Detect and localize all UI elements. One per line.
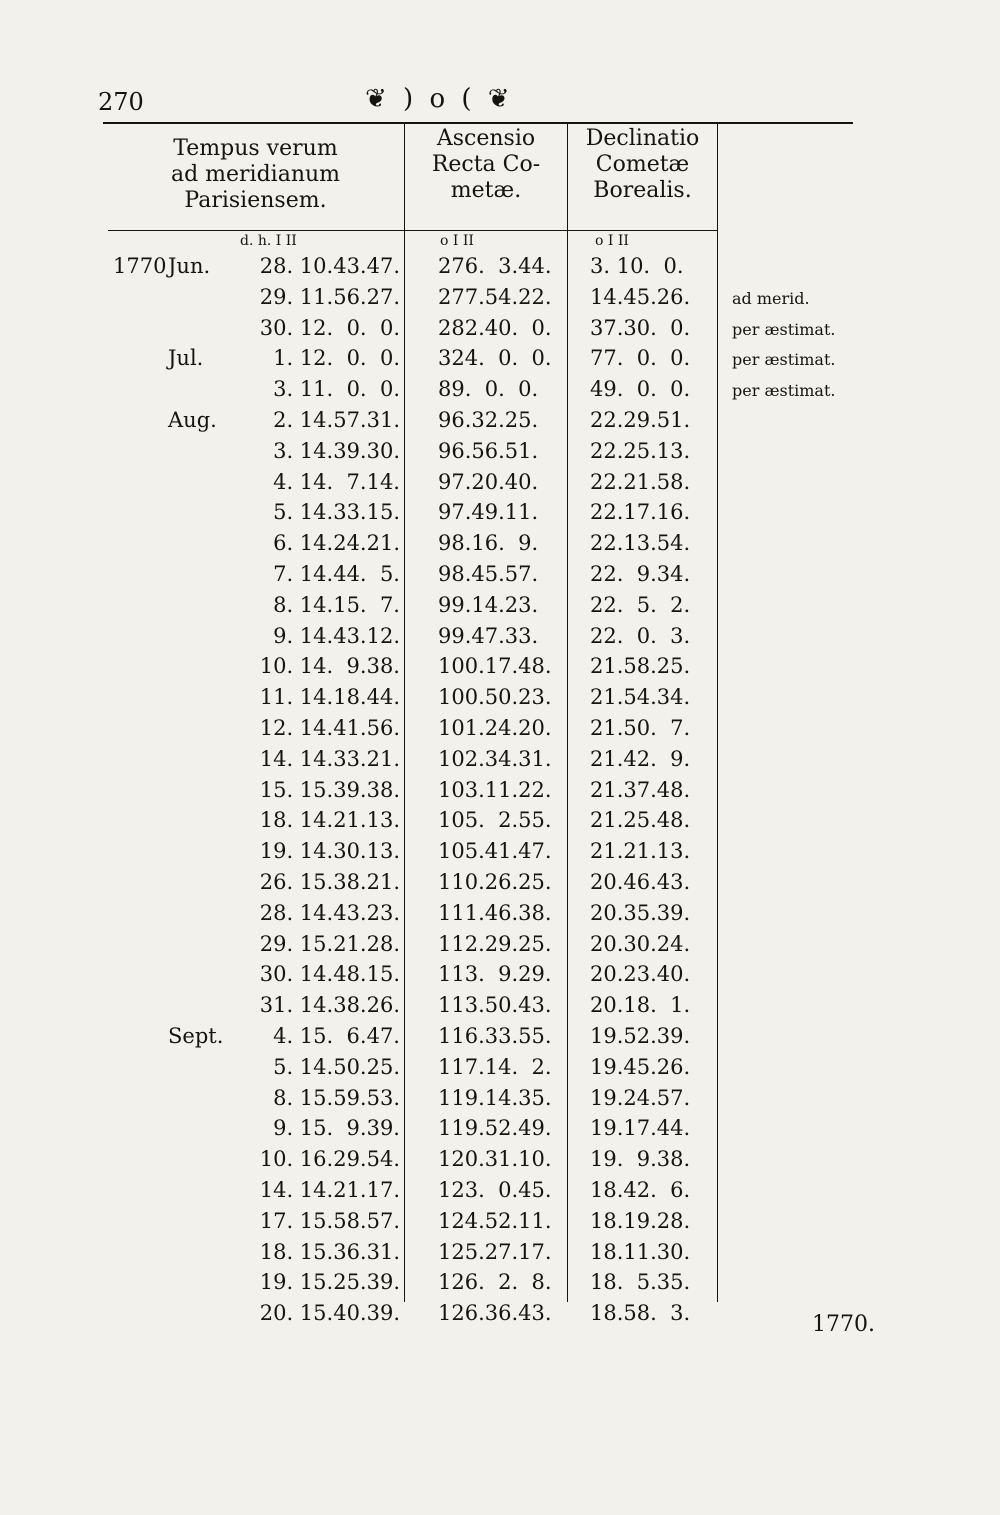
- table-row: [0, 899, 1000, 930]
- row-time: 5. 14.50.25.: [273, 1054, 400, 1079]
- table-row: [0, 375, 1000, 406]
- table-row: [0, 283, 1000, 314]
- table-row: [0, 1176, 1000, 1207]
- row-time: 19. 15.25.39.: [259, 1270, 400, 1295]
- row-declination: 49. 0. 0.: [590, 377, 691, 402]
- row-right-ascension: 282.40. 0.: [438, 315, 552, 340]
- row-right-ascension: 117.14. 2.: [438, 1054, 552, 1079]
- row-time: 7. 14.44. 5.: [273, 561, 400, 586]
- row-declination: 20.30.24.: [590, 931, 691, 956]
- row-declination: 22.29.51.: [590, 407, 691, 432]
- row-declination: 19. 9.38.: [590, 1147, 691, 1172]
- row-right-ascension: 111.46.38.: [438, 900, 552, 925]
- header-declination-line3: Borealis.: [593, 178, 692, 203]
- row-declination: 18.42. 6.: [590, 1177, 691, 1202]
- header-declination-line2: Cometæ: [595, 152, 690, 177]
- row-right-ascension: 123. 0.45.: [438, 1177, 552, 1202]
- row-time: 9. 14.43.12.: [273, 623, 400, 648]
- header-declination-line1: Declinatio: [585, 126, 700, 151]
- row-declination: 18.11.30.: [590, 1239, 691, 1264]
- row-right-ascension: 120.31.10.: [438, 1147, 552, 1172]
- header-ascension-line1: Ascensio: [436, 126, 536, 151]
- row-declination: 22.13.54.: [590, 531, 691, 556]
- row-declination: 21.37.48.: [590, 777, 691, 802]
- row-declination: 21.21.13.: [590, 839, 691, 864]
- table-row: [0, 591, 1000, 622]
- row-right-ascension: 324. 0. 0.: [438, 346, 552, 371]
- row-time: 28. 10.43.47.: [259, 254, 400, 278]
- row-right-ascension: 103.11.22.: [438, 777, 552, 802]
- row-right-ascension: 110.26.25.: [438, 869, 552, 894]
- units-time: d. h. I II: [240, 233, 297, 249]
- row-declination: 37.30. 0.: [590, 315, 691, 340]
- row-declination: 22.17.16.: [590, 500, 691, 525]
- row-right-ascension: 97.20.40.: [438, 469, 539, 494]
- table-row: [0, 776, 1000, 807]
- row-right-ascension: 99.14.23.: [438, 592, 539, 617]
- units-declination: o I II: [595, 233, 629, 249]
- row-declination: 22.21.58.: [590, 469, 691, 494]
- header-time: [108, 136, 403, 214]
- row-time: 20. 15.40.39.: [259, 1301, 400, 1326]
- row-month: Sept.: [168, 1023, 224, 1048]
- row-declination: 22. 0. 3.: [590, 623, 691, 648]
- row-declination: 21.50. 7.: [590, 715, 691, 740]
- table-row: [0, 991, 1000, 1022]
- row-right-ascension: 113. 9.29.: [438, 962, 552, 987]
- header-ascension-line2: Recta Co-: [431, 152, 541, 177]
- row-time: 4. 15. 6.47.: [273, 1023, 400, 1048]
- observation-table: [0, 252, 1000, 1330]
- header-declination: [570, 126, 715, 204]
- row-declination: 18.58. 3.: [590, 1301, 691, 1326]
- row-right-ascension: 101.24.20.: [438, 715, 552, 740]
- row-right-ascension: 105.41.47.: [438, 839, 552, 864]
- table-row: [0, 1268, 1000, 1299]
- row-right-ascension: 96.32.25.: [438, 407, 539, 432]
- row-time: 29. 11.56.27.: [259, 284, 400, 309]
- row-declination: 21.54.34.: [590, 685, 691, 710]
- row-time: 9. 15. 9.39.: [273, 1116, 400, 1141]
- row-declination: 77. 0. 0.: [590, 346, 691, 371]
- row-right-ascension: 99.47.33.: [438, 623, 539, 648]
- row-right-ascension: 89. 0. 0.: [438, 377, 539, 402]
- row-right-ascension: 113.50.43.: [438, 993, 552, 1018]
- row-time: 15. 15.39.38.: [259, 777, 400, 802]
- table-row: [0, 314, 1000, 345]
- row-time: 18. 15.36.31.: [259, 1239, 400, 1264]
- row-right-ascension: 126.36.43.: [438, 1301, 552, 1326]
- table-row: [0, 406, 1000, 437]
- row-right-ascension: 276. 3.44.: [438, 254, 552, 278]
- table-row: [0, 344, 1000, 375]
- row-right-ascension: 119.52.49.: [438, 1116, 552, 1141]
- row-month: Jun.: [168, 254, 211, 278]
- table-row: [0, 837, 1000, 868]
- header-ascension-line3: metæ.: [450, 178, 522, 203]
- header-time-line1: Tempus verum: [173, 136, 338, 161]
- row-right-ascension: 119.14.35.: [438, 1085, 552, 1110]
- table-row: [0, 868, 1000, 899]
- row-note: ad merid.: [732, 288, 810, 308]
- row-time: 26. 15.38.21.: [259, 869, 400, 894]
- row-declination: 20.18. 1.: [590, 993, 691, 1018]
- row-time: 29. 15.21.28.: [259, 931, 400, 956]
- table-row: [0, 930, 1000, 961]
- row-time: 3. 11. 0. 0.: [273, 377, 400, 402]
- row-right-ascension: 124.52.11.: [438, 1208, 552, 1233]
- row-time: 8. 14.15. 7.: [273, 592, 400, 617]
- header-ornament: ❦ ) o ( ❦: [365, 84, 514, 114]
- row-right-ascension: 112.29.25.: [438, 931, 552, 956]
- row-right-ascension: 96.56.51.: [438, 438, 539, 463]
- row-right-ascension: 100.50.23.: [438, 685, 552, 710]
- row-declination: 18.19.28.: [590, 1208, 691, 1233]
- top-rule: [103, 122, 853, 124]
- page-number: 270: [98, 88, 144, 116]
- table-row: [0, 1053, 1000, 1084]
- row-time: 12. 14.41.56.: [259, 715, 400, 740]
- table-row: [0, 960, 1000, 991]
- row-time: 4. 14. 7.14.: [273, 469, 400, 494]
- row-time: 10. 16.29.54.: [259, 1147, 400, 1172]
- header-time-line3: Parisiensem.: [184, 188, 327, 213]
- row-declination: 19.45.26.: [590, 1054, 691, 1079]
- table-row: [0, 437, 1000, 468]
- table-row: [0, 652, 1000, 683]
- row-note: per æstimat.: [732, 350, 836, 370]
- row-time: 28. 14.43.23.: [259, 900, 400, 925]
- row-time: 3. 14.39.30.: [273, 438, 400, 463]
- row-right-ascension: 97.49.11.: [438, 500, 539, 525]
- row-right-ascension: 105. 2.55.: [438, 808, 552, 833]
- table-row: [0, 529, 1000, 560]
- row-note: per æstimat.: [732, 381, 836, 401]
- row-declination: 19.17.44.: [590, 1116, 691, 1141]
- row-time: 1. 12. 0. 0.: [273, 346, 400, 371]
- table-row: [0, 1022, 1000, 1053]
- table-row: [0, 714, 1000, 745]
- row-time: 14. 14.33.21.: [259, 746, 400, 771]
- row-time: 14. 14.21.17.: [259, 1177, 400, 1202]
- row-declination: 21.42. 9.: [590, 746, 691, 771]
- table-row: [0, 806, 1000, 837]
- header-rule: [108, 230, 718, 231]
- row-month: Jul.: [168, 346, 204, 371]
- row-right-ascension: 98.16. 9.: [438, 531, 539, 556]
- row-time: 2. 14.57.31.: [273, 407, 400, 432]
- row-declination: 22. 5. 2.: [590, 592, 691, 617]
- row-time: 30. 14.48.15.: [259, 962, 400, 987]
- row-time: 5. 14.33.15.: [273, 500, 400, 525]
- row-right-ascension: 277.54.22.: [438, 284, 552, 309]
- header-ascension: [405, 126, 567, 204]
- row-time: 8. 15.59.53.: [273, 1085, 400, 1110]
- row-declination: 3. 10. 0.: [590, 254, 684, 278]
- row-declination: 19.52.39.: [590, 1023, 691, 1048]
- row-declination: 21.58.25.: [590, 654, 691, 679]
- row-right-ascension: 102.34.31.: [438, 746, 552, 771]
- row-declination: 18. 5.35.: [590, 1270, 691, 1295]
- row-time: 17. 15.58.57.: [259, 1208, 400, 1233]
- row-declination: 22.25.13.: [590, 438, 691, 463]
- row-time: 30. 12. 0. 0.: [259, 315, 400, 340]
- header-time-line2: ad meridianum: [170, 162, 341, 187]
- table-row: [0, 498, 1000, 529]
- table-row: [0, 1238, 1000, 1269]
- table-row: [0, 560, 1000, 591]
- row-declination: 19.24.57.: [590, 1085, 691, 1110]
- row-declination: 22. 9.34.: [590, 561, 691, 586]
- row-time: 18. 14.21.13.: [259, 808, 400, 833]
- table-row: [0, 252, 1000, 283]
- row-declination: 20.23.40.: [590, 962, 691, 987]
- table-row: [0, 745, 1000, 776]
- row-declination: 21.25.48.: [590, 808, 691, 833]
- row-right-ascension: 100.17.48.: [438, 654, 552, 679]
- row-note: per æstimat.: [732, 319, 836, 339]
- table-row: [0, 683, 1000, 714]
- row-declination: 20.46.43.: [590, 869, 691, 894]
- row-declination: 20.35.39.: [590, 900, 691, 925]
- row-time: 6. 14.24.21.: [273, 531, 400, 556]
- row-time: 31. 14.38.26.: [259, 993, 400, 1018]
- row-time: 10. 14. 9.38.: [259, 654, 400, 679]
- row-right-ascension: 125.27.17.: [438, 1239, 552, 1264]
- table-row: [0, 1145, 1000, 1176]
- row-right-ascension: 126. 2. 8.: [438, 1270, 552, 1295]
- table-row: [0, 1207, 1000, 1238]
- row-year: 1770: [113, 254, 167, 278]
- table-row: [0, 468, 1000, 499]
- table-row: [0, 1084, 1000, 1115]
- row-right-ascension: 98.45.57.: [438, 561, 539, 586]
- row-right-ascension: 116.33.55.: [438, 1023, 552, 1048]
- row-time: 19. 14.30.13.: [259, 839, 400, 864]
- row-time: 11. 14.18.44.: [259, 685, 400, 710]
- table-row: [0, 1114, 1000, 1145]
- table-row: [0, 622, 1000, 653]
- row-month: Aug.: [168, 407, 217, 432]
- row-declination: 14.45.26.: [590, 284, 691, 309]
- catchword: 1770.: [812, 1312, 875, 1337]
- units-ascension: o I II: [440, 233, 474, 249]
